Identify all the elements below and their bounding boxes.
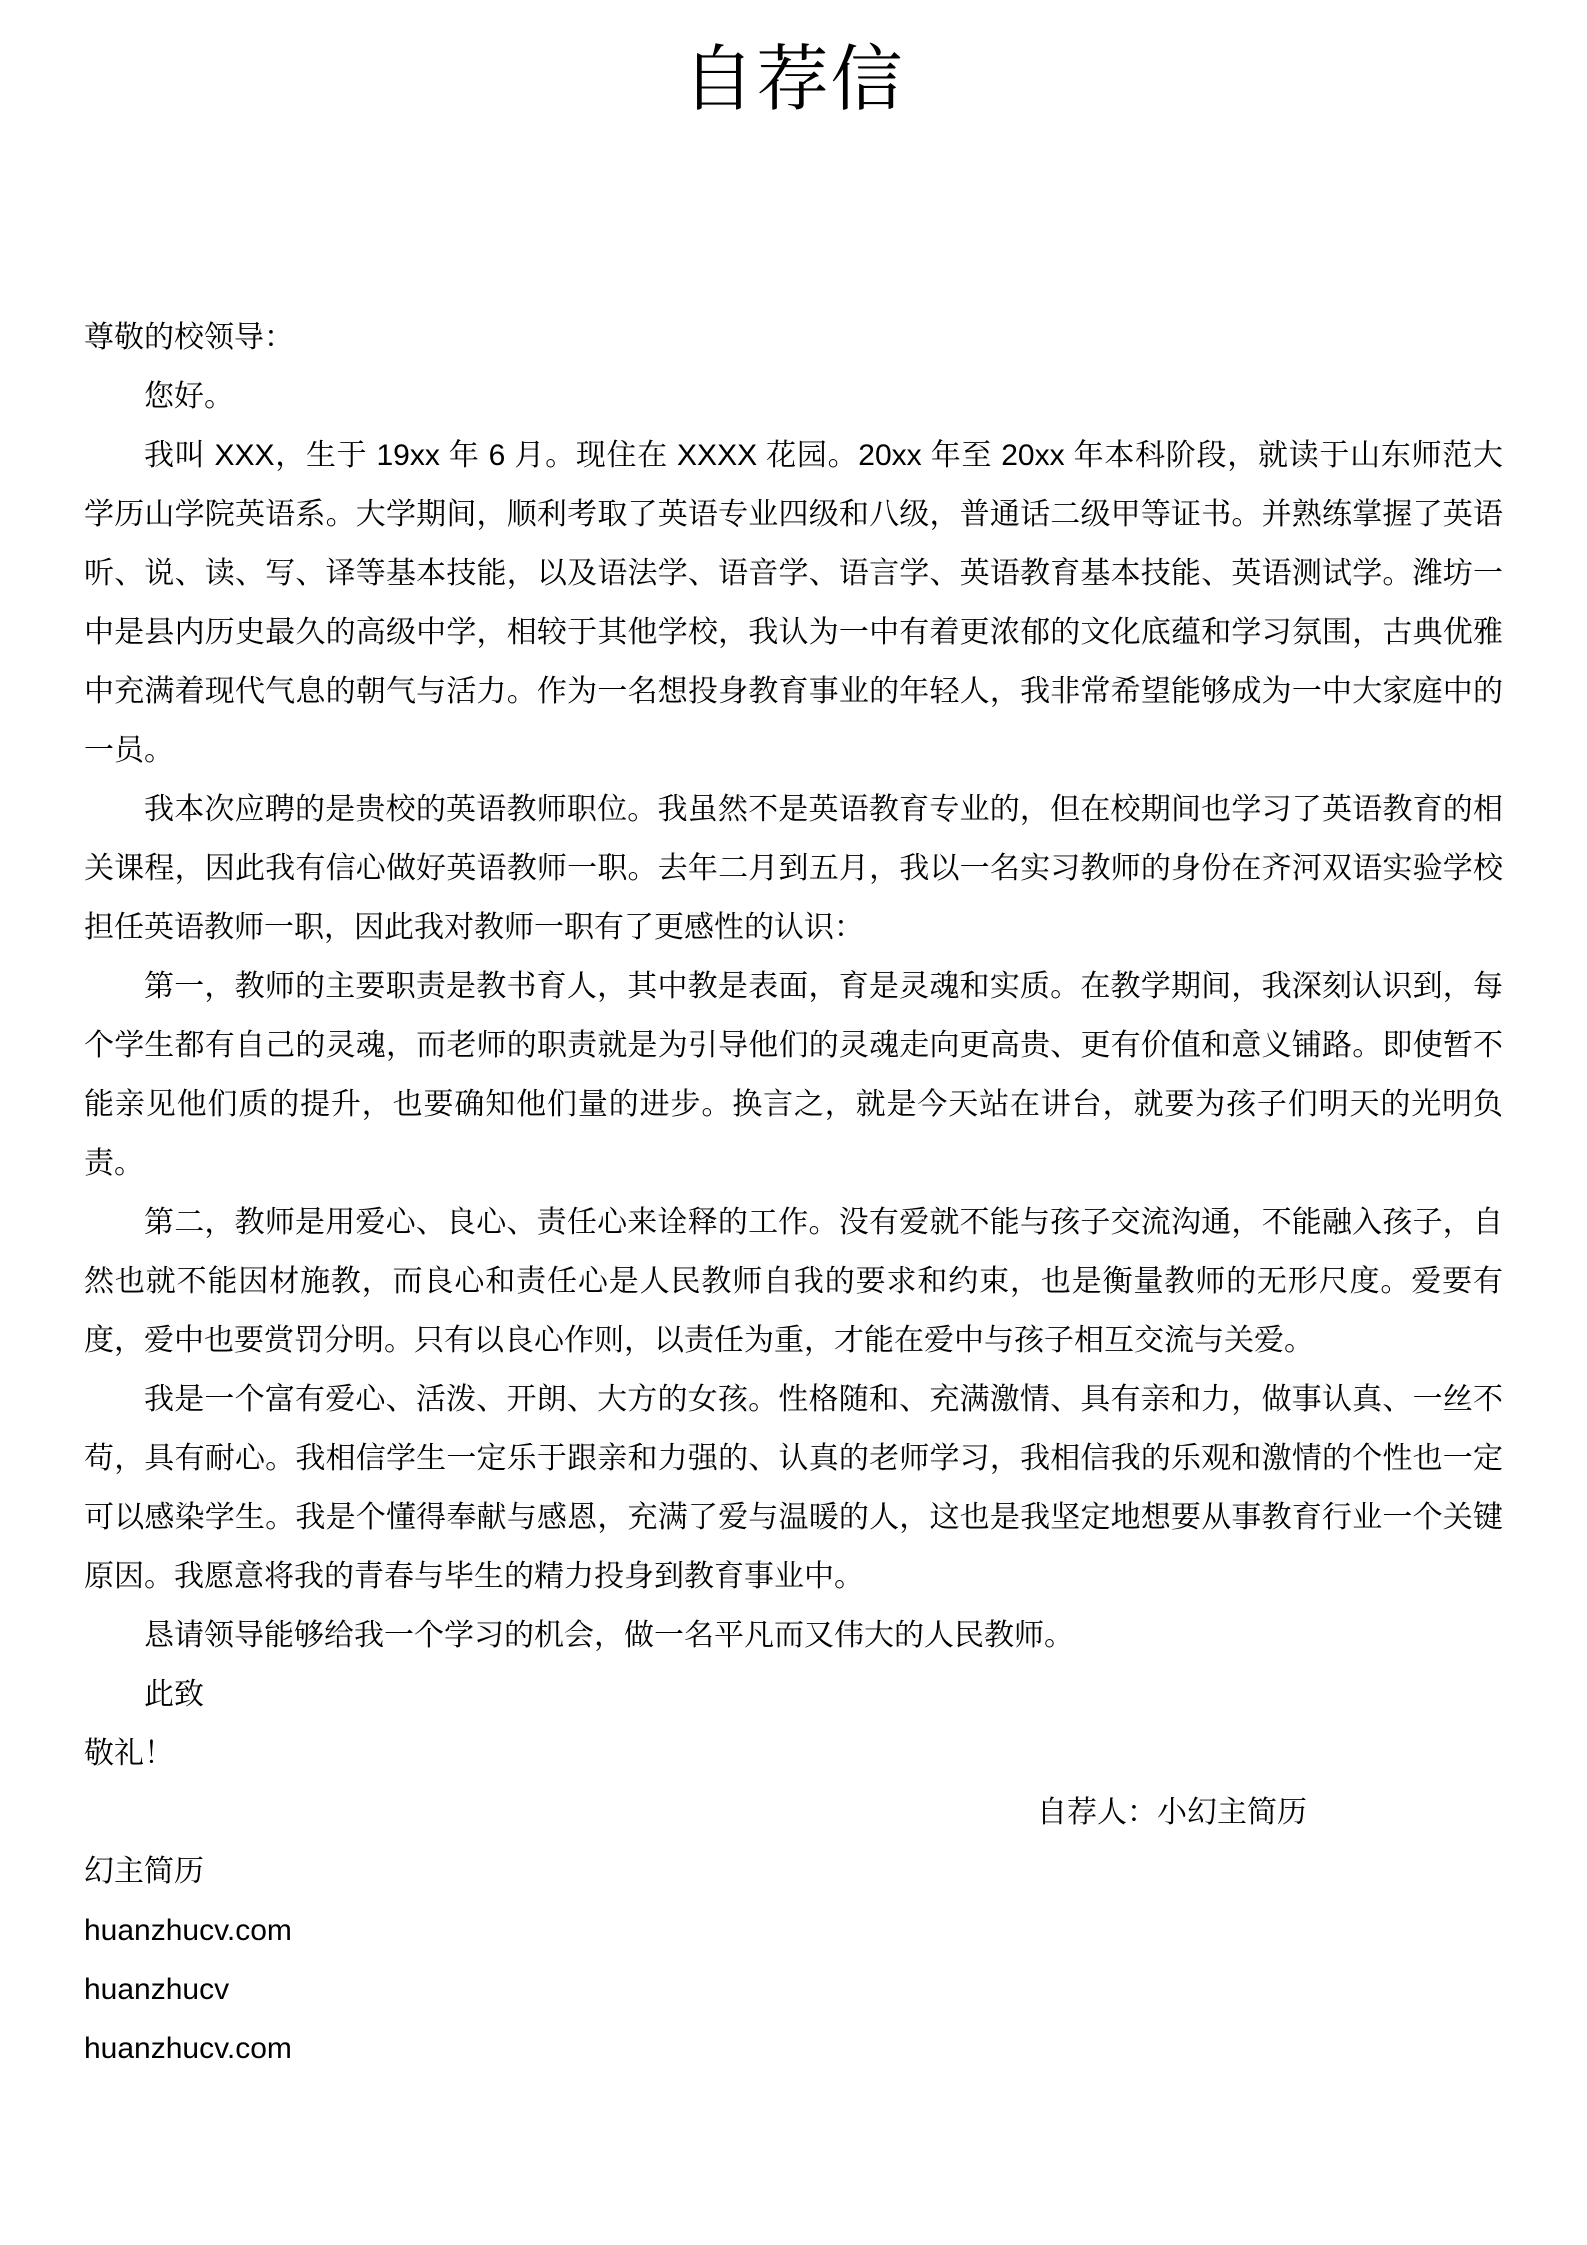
footer-brand: 幻主简历 [84, 1855, 204, 1888]
paragraph-intro: 我叫 XXX，生于 19xx 年 6 月。现住在 XXXX 花园。20xx 年至 20xx 年本科阶段，就读于山东师范大学历山学院英语系。大学期间，顺利考取了英语专业四级和八级，普通话二级甲等证书。并熟练掌握了英语听、说、读、写、译等基本技能，以及语法学、语音学、语言学、英语教育基本技能、英语测试学。潍坊一中是县内历史最久的高级中学，相较于其他学校，我认为一中有着更浓郁的文化底蕴和学习氛围，古典优雅中充满着现代气息的朝气与活力。作为一名想投身教育事业的年轻人，我非常希望能够成为一中大家庭中的一员。 [84, 439, 1503, 767]
footer-url-1: huanzhucv.com [84, 1914, 292, 1947]
document-title: 自荐信 [682, 40, 905, 120]
greeting-line: 您好。 [144, 380, 234, 413]
salutation: 尊敬的校领导： [84, 321, 294, 354]
paragraph-personality: 我是一个富有爱心、活泼、开朗、大方的女孩。性格随和、充满激情、具有亲和力，做事认真、一丝不苟，具有耐心。我相信学生一定乐于跟亲和力强的、认真的老师学习，我相信我的乐观和激情的个性也一定可以感染学生。我是个懂得奉献与感恩，充满了爱与温暖的人，这也是我坚定地想要从事教育行业一个关键原因。我愿意将我的青春与毕生的精力投身到教育事业中。 [84, 1383, 1503, 1593]
paragraph-application: 我本次应聘的是贵校的英语教师职位。我虽然不是英语教育专业的，但在校期间也学习了英语教育的相关课程，因此我有信心做好英语教师一职。去年二月到五月，我以一名实习教师的身份在齐河双语实验学校担任英语教师一职，因此我对教师一职有了更感性的认识： [84, 793, 1503, 944]
closing-jingli: 敬礼！ [84, 1737, 174, 1770]
closing-cizhi: 此致 [144, 1678, 204, 1711]
paragraph-point-two: 第二，教师是用爱心、良心、责任心来诠释的工作。没有爱就不能与孩子交流沟通，不能融入孩子，自然也就不能因材施教，而良心和责任心是人民教师自我的要求和约束，也是衡量教师的无形尺度。爱要有度，爱中也要赏罚分明。只有以良心作则，以责任为重，才能在爱中与孩子相互交流与关爱。 [84, 1206, 1503, 1357]
footer-url-2: huanzhucv.com [84, 2032, 292, 2065]
signature-line: 自荐人：小幻主简历 [1037, 1796, 1307, 1829]
paragraph-request: 恳请领导能够给我一个学习的机会，做一名平凡而又伟大的人民教师。 [144, 1619, 1074, 1652]
paragraph-point-one: 第一，教师的主要职责是教书育人，其中教是表面，育是灵魂和实质。在教学期间，我深刻认识到，每个学生都有自己的灵魂，而老师的职责就是为引导他们的灵魂走向更高贵、更有价值和意义铺路。即使暂不能亲见他们质的提升，也要确知他们量的进步。换言之，就是今天站在讲台，就要为孩子们明天的光明负责。 [84, 970, 1503, 1180]
footer-handle: huanzhucv [84, 1973, 230, 2006]
